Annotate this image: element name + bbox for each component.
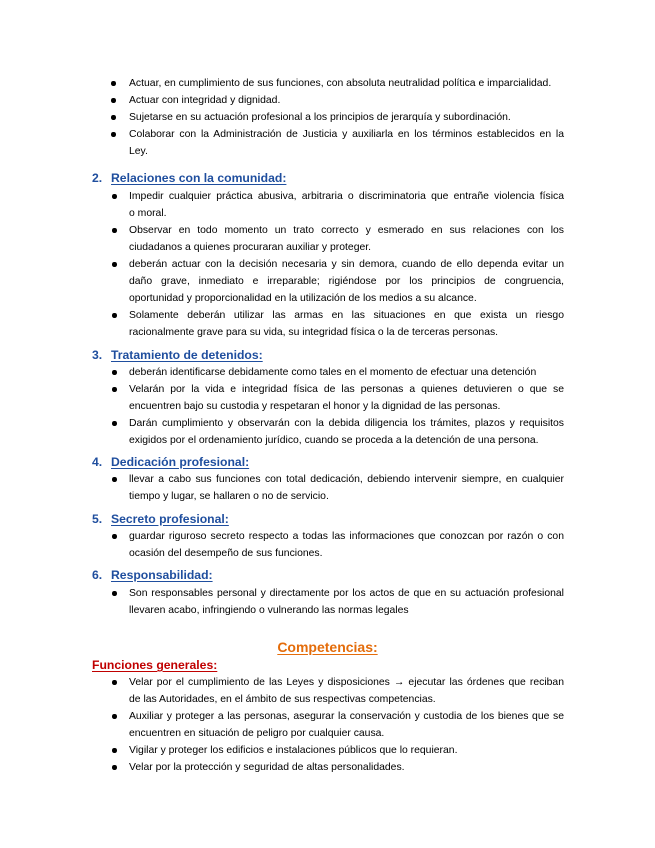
list-item-line: encuentren en situación de peligro por cualquier causa. bbox=[129, 728, 385, 739]
bullet-icon bbox=[112, 765, 117, 770]
list-item-line: Actuar, en cumplimiento de sus funciones, con absoluta neutralidad política e imparcialidad. bbox=[129, 78, 552, 89]
list-item bbox=[129, 415, 564, 432]
section-list bbox=[0, 585, 655, 619]
list-item bbox=[129, 528, 564, 545]
list-item-line: ciudadanos a quienes procuraran auxiliar y proteger. bbox=[129, 242, 372, 253]
section-heading bbox=[92, 347, 263, 364]
competencias-title: Competencias: bbox=[277, 639, 378, 655]
list-item-continuation bbox=[129, 324, 564, 341]
list-item bbox=[129, 381, 564, 398]
list-item bbox=[129, 307, 564, 324]
list-item-line: Solamente deberán utilizar las armas en las situaciones en que exista un riesgo bbox=[129, 310, 564, 321]
list-item-line: exigidos por el ordenamiento jurídico, cuando se proceda a la detención de una persona. bbox=[129, 435, 539, 446]
section-list bbox=[0, 188, 655, 341]
section-list bbox=[0, 364, 655, 449]
section-title: Relaciones con la comunidad: bbox=[111, 171, 287, 185]
list-item bbox=[129, 471, 564, 488]
list-item bbox=[129, 126, 564, 143]
list-item-line: Darán cumplimiento y observarán con la debida diligencia los trámites, plazos y requisitos bbox=[129, 418, 564, 429]
list-item bbox=[129, 674, 564, 691]
list-item-line: Impedir cualquier práctica abusiva, arbitraria o discriminatoria que entrañe violencia física bbox=[129, 191, 564, 202]
list-item-continuation bbox=[129, 725, 564, 742]
list-item bbox=[129, 256, 564, 273]
section-heading bbox=[92, 170, 286, 187]
list-item-line: Velarán por la vida e integridad física de las personas a quienes detuvieren o que se bbox=[129, 384, 564, 395]
bullet-icon bbox=[112, 421, 117, 426]
list-item-line: deberán identificarse debidamente como tales en el momento de efectuar una detención bbox=[129, 367, 537, 378]
list-item-continuation bbox=[129, 273, 564, 290]
bullet-icon bbox=[112, 680, 117, 685]
bullet-icon bbox=[112, 714, 117, 719]
bullet-icon bbox=[112, 477, 117, 482]
list-item-continuation bbox=[129, 398, 564, 415]
list-item-continuation bbox=[129, 602, 564, 619]
list-item-line: Sujetarse en su actuación profesional a los principios de jerarquía y subordinación. bbox=[129, 112, 511, 123]
bullet-icon bbox=[112, 228, 117, 233]
list-item-line: llevar a cabo sus funciones con total dedicación, debiendo intervenir siempre, en cualquier bbox=[129, 474, 564, 485]
list-item-continuation bbox=[129, 488, 564, 505]
list-item-line: de las Autoridades, en el ámbito de sus respectivas competencias. bbox=[129, 694, 436, 705]
section-number: 3. bbox=[92, 348, 103, 362]
list-item-line: guardar riguroso secreto respecto a todas las informaciones que conozcan por razón o con bbox=[129, 531, 564, 542]
list-item bbox=[129, 188, 564, 205]
bullet-icon bbox=[111, 132, 116, 137]
list-item-continuation bbox=[129, 691, 564, 708]
list-item-line: Velar por la protección y seguridad de altas personalidades. bbox=[129, 762, 405, 773]
list-item-line: encuentren bajo su custodia y respetaran el honor y la dignidad de las personas. bbox=[129, 401, 501, 412]
bullet-icon bbox=[112, 387, 117, 392]
list-item bbox=[129, 222, 564, 239]
section-number: 6. bbox=[92, 568, 103, 582]
list-item-continuation bbox=[129, 239, 564, 256]
section-title: Responsabilidad: bbox=[111, 568, 213, 582]
section-number: 2. bbox=[92, 171, 103, 185]
list-item-line: llevaren acabo, infringiendo o vulnerando las normas legales bbox=[129, 605, 409, 616]
list-item-line: daño grave, inmediato e irreparable; rigiéndose por los principios de congruencia, bbox=[129, 276, 564, 287]
bullet-icon bbox=[112, 748, 117, 753]
bullet-icon bbox=[112, 591, 117, 596]
list-item-line: Actuar con integridad y dignidad. bbox=[129, 95, 281, 106]
list-item-line: ocasión del desempeño de sus funciones. bbox=[129, 548, 323, 559]
bullet-icon bbox=[112, 262, 117, 267]
list-item-line: oportunidad y proporcionalidad en la utilización de los medios a su alcance. bbox=[129, 293, 477, 304]
list-item bbox=[129, 759, 564, 776]
section-title: Dedicación profesional: bbox=[111, 455, 250, 469]
list-item-continuation bbox=[129, 205, 564, 222]
list-item bbox=[129, 742, 564, 759]
list-item bbox=[129, 364, 564, 381]
list-item-line: Colaborar con la Administración de Justicia y auxiliarla en los términos establecidos en la bbox=[129, 129, 564, 140]
list-item-line: Son responsables personal y directamente por los actos de que en su actuación profesional bbox=[129, 588, 564, 599]
funciones-generales-title: Funciones generales: bbox=[92, 658, 218, 672]
bullet-icon bbox=[111, 98, 116, 103]
section-number: 4. bbox=[92, 455, 103, 469]
section-list bbox=[0, 528, 655, 562]
section-title: Secreto profesional: bbox=[111, 512, 229, 526]
bullet-icon bbox=[112, 370, 117, 375]
list-item-line: o moral. bbox=[129, 208, 167, 219]
bullet-icon bbox=[112, 313, 117, 318]
section-list bbox=[0, 471, 655, 505]
list-item bbox=[129, 92, 564, 109]
section-number: 5. bbox=[92, 512, 103, 526]
list-item-continuation bbox=[129, 545, 564, 562]
bullet-icon bbox=[111, 81, 116, 86]
bullet-icon bbox=[111, 115, 116, 120]
list-item-line: tiempo y lugar, se hallaren o no de servicio. bbox=[129, 491, 329, 502]
bullet-icon bbox=[112, 194, 117, 199]
list-item-continuation bbox=[129, 432, 564, 449]
list-item-line: deberán actuar con la decisión necesaria y sin demora, cuando de ello dependa evitar un bbox=[129, 259, 564, 270]
list-item-continuation bbox=[129, 143, 564, 160]
list-item-line: racionalmente grave para su vida, su integridad física o la de terceras personas. bbox=[129, 327, 499, 338]
section-heading bbox=[92, 567, 213, 584]
funciones-list bbox=[0, 674, 655, 776]
bullet-icon bbox=[112, 534, 117, 539]
list-item bbox=[129, 708, 564, 725]
section-title: Tratamiento de detenidos: bbox=[111, 348, 263, 362]
list-item bbox=[129, 75, 564, 92]
list-item-line: Auxiliar y proteger a las personas, asegurar la conservación y custodia de los bienes que se bbox=[129, 711, 564, 722]
list-item-line: Ley. bbox=[129, 146, 148, 157]
list-item-line: Velar por el cumplimiento de las Leyes y disposiciones → ejecutar las órdenes que reciban bbox=[129, 677, 564, 688]
list-item-line: Observar en todo momento un trato correcto y esmerado en sus relaciones con los bbox=[129, 225, 564, 236]
section-heading bbox=[92, 454, 249, 471]
section-heading bbox=[92, 511, 229, 528]
list-item-continuation bbox=[129, 290, 564, 307]
list-item bbox=[129, 109, 564, 126]
list-item bbox=[129, 585, 564, 602]
list-item-line: Vigilar y proteger los edificios e instalaciones públicos que lo requieran. bbox=[129, 745, 458, 756]
intro-list bbox=[0, 75, 655, 160]
